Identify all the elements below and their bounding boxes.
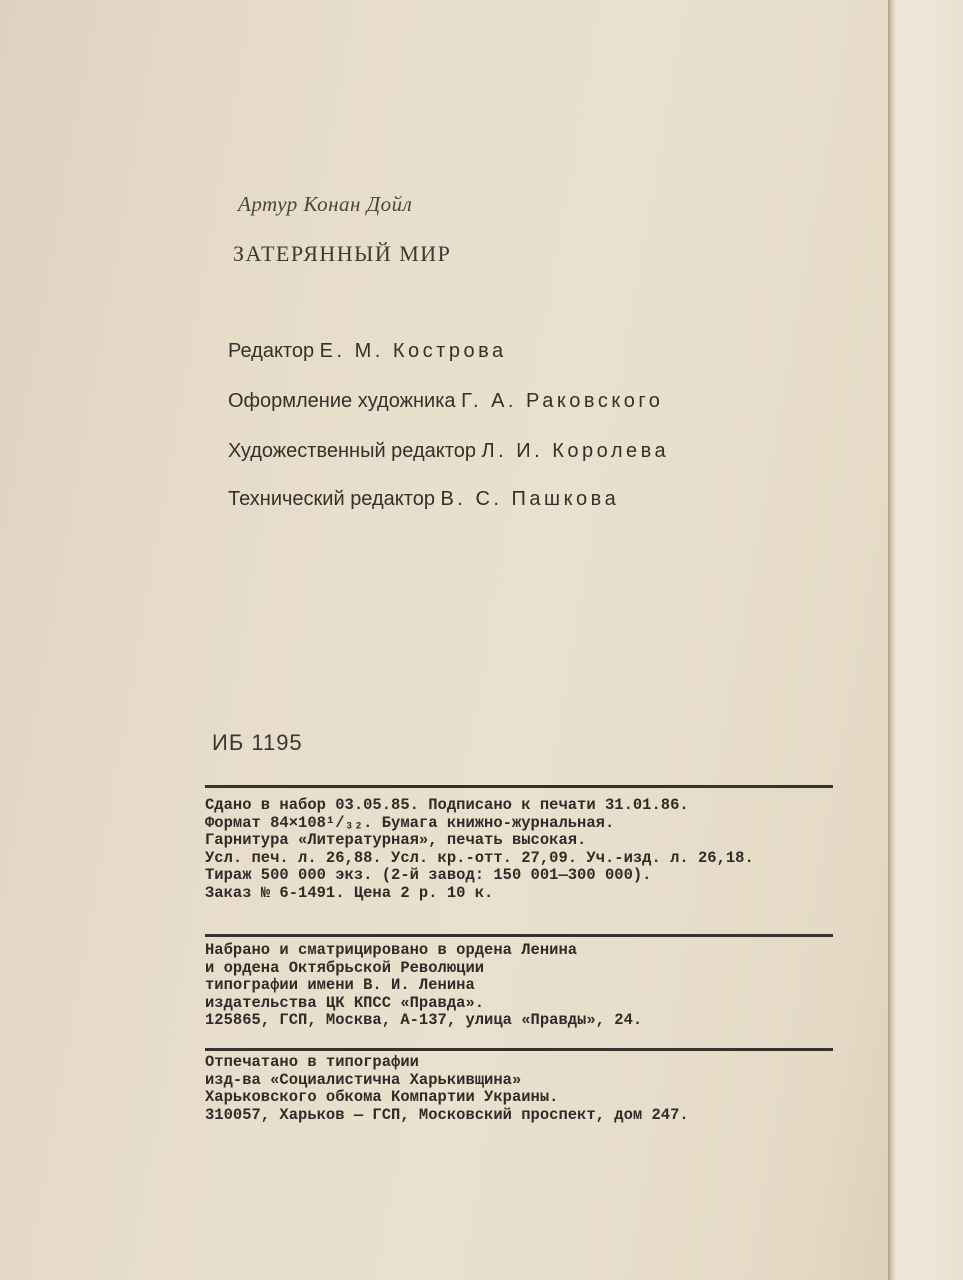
typeset-line: и ордена Октябрьской Революции xyxy=(205,958,485,977)
imprint-block xyxy=(205,797,845,902)
printed-line: изд-ва «Социалистична Харькивщина» xyxy=(205,1070,522,1089)
imprint-top-rule xyxy=(205,785,833,788)
credit-tech-editor xyxy=(228,488,619,511)
credit-role: Оформление художника xyxy=(228,390,456,412)
printed-block xyxy=(205,1054,845,1124)
imprint-line: Сдано в набор 03.05.85. Подписано к печати 31.01.86. xyxy=(205,796,689,814)
typeset-line: типографии имени В. И. Ленина xyxy=(205,976,475,994)
ib-number: ИБ 1195 xyxy=(212,730,303,755)
printed-rule xyxy=(205,1048,833,1051)
book-title: ЗАТЕРЯННЫЙ МИР xyxy=(233,241,452,266)
typeset-rule xyxy=(205,934,833,937)
imprint-line: Усл. печ. л. 26,88. Усл. кр.-отт. 27,09. Уч.-изд. л. 26,18. xyxy=(205,848,754,867)
credit-role: Художественный редактор xyxy=(228,440,476,462)
imprint-line: Формат 84×108¹/₃₂. Бумага книжно-журнальная. xyxy=(205,813,615,832)
typeset-block xyxy=(205,942,845,1030)
typeset-line: 125865, ГСП, Москва, А-137, улица «Правды», 24. xyxy=(205,1011,643,1029)
typeset-line: издательства ЦК КПСС «Правда». xyxy=(205,993,485,1012)
credit-role: Редактор xyxy=(228,340,315,362)
printed-line: Харьковского обкома Компартии Украины. xyxy=(205,1088,559,1106)
author-name: Артур Конан Дойл xyxy=(238,192,413,216)
credit-person: В. С. Пашкова xyxy=(440,488,620,510)
printed-line: 310057, Харьков — ГСП, Московский проспект, дом 247. xyxy=(205,1105,689,1124)
credit-person: Е. М. Кострова xyxy=(319,340,507,362)
credit-art-editor xyxy=(228,440,669,463)
credit-role: Технический редактор xyxy=(228,488,435,510)
credit-editor xyxy=(228,340,507,363)
credit-person: Л. И. Королева xyxy=(481,440,670,462)
imprint-line: Заказ № 6-1491. Цена 2 р. 10 к. xyxy=(205,883,494,902)
typeset-line: Набрано и сматрицировано в ордена Ленина xyxy=(205,941,578,959)
printed-line: Отпечатано в типографии xyxy=(205,1053,419,1071)
credit-illustrator xyxy=(228,390,663,413)
next-page-edge xyxy=(888,0,963,1280)
imprint-line: Гарнитура «Литературная», печать высокая. xyxy=(205,831,587,849)
imprint-line: Тираж 500 000 экз. (2-й завод: 150 001—300 000). xyxy=(205,866,652,884)
credit-person: Г. А. Раковского xyxy=(461,390,664,412)
